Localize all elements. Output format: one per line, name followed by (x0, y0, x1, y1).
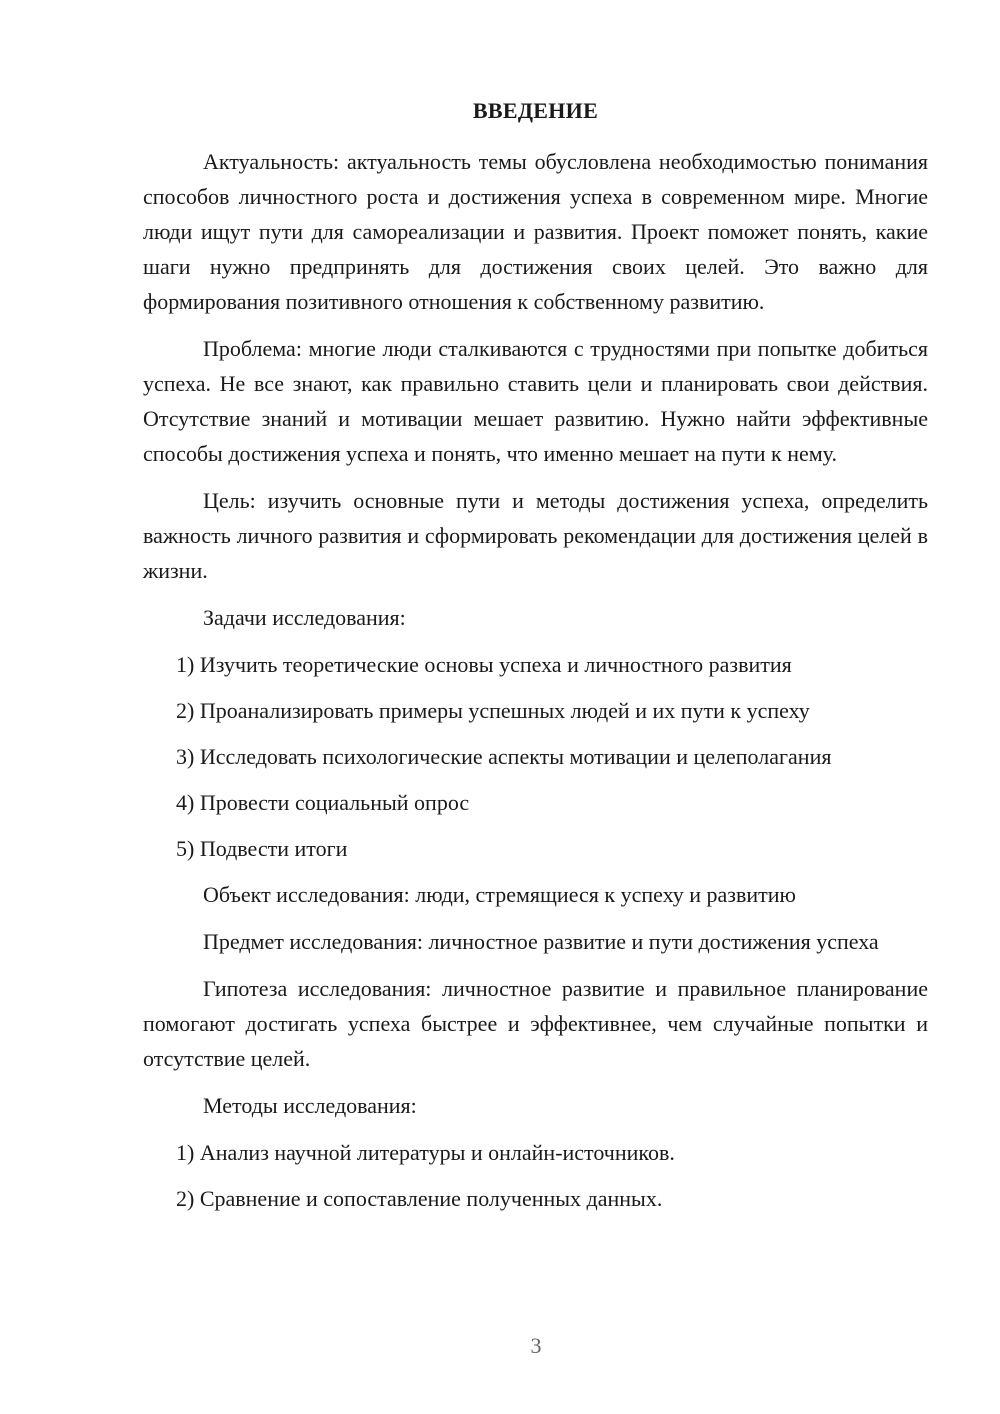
task-item-2: 2) Проанализировать примеры успешных людей и их пути к успеху (176, 698, 810, 723)
method-item-1: 1) Анализ научной литературы и онлайн-источников. (176, 1140, 675, 1165)
page-number: 3 (530, 1333, 542, 1358)
tasks-heading: Задачи исследования: (203, 605, 406, 630)
method-item-2: 2) Сравнение и сопоставление полученных данных. (176, 1186, 663, 1211)
task-item-3: 3) Исследовать психологические аспекты мотивации и целеполагания (176, 744, 832, 769)
subject-paragraph: Предмет исследования: личностное развитие и пути достижения успеха (203, 929, 879, 954)
task-item-5: 5) Подвести итоги (176, 836, 348, 861)
hypothesis-paragraph: Гипотеза исследования: личностное развитие и правильное планирование помогают достигать успеха быстрее и эффективнее, чем случайные попытки и отсутствие целей. (143, 976, 928, 1071)
page-content (143, 96, 928, 1227)
page-title: ВВЕДЕНИЕ (472, 98, 599, 123)
goal-paragraph: Цель: изучить основные пути и методы достижения успеха, определить важность личного развития и сформировать рекомендации для достижения целей в жизни. (143, 488, 928, 583)
task-item-1: 1) Изучить теоретические основы успеха и личностного развития (176, 652, 792, 677)
task-item-4: 4) Провести социальный опрос (176, 790, 470, 815)
object-paragraph: Объект исследования: люди, стремящиеся к успеху и развитию (203, 882, 796, 907)
relevance-paragraph: Актуальность: актуальность темы обусловлена необходимостью понимания способов личностного роста и достижения успеха в современном мире. Многие люди ищут пути для самореализации и развития. Проект поможет понять, какие шаги нужно предпринять для достижения своих целей. Это важно для формирования позитивного отношения к собственному развитию. (143, 149, 928, 314)
problem-paragraph: Проблема: многие люди сталкиваются с трудностями при попытке добиться успеха. Не все знают, как правильно ставить цели и планировать свои действия. Отсутствие знаний и мотивации мешает развитию. Нужно найти эффективные способы достижения успеха и понять, что именно мешает на пути к нему. (143, 336, 928, 466)
methods-heading: Методы исследования: (203, 1093, 417, 1118)
